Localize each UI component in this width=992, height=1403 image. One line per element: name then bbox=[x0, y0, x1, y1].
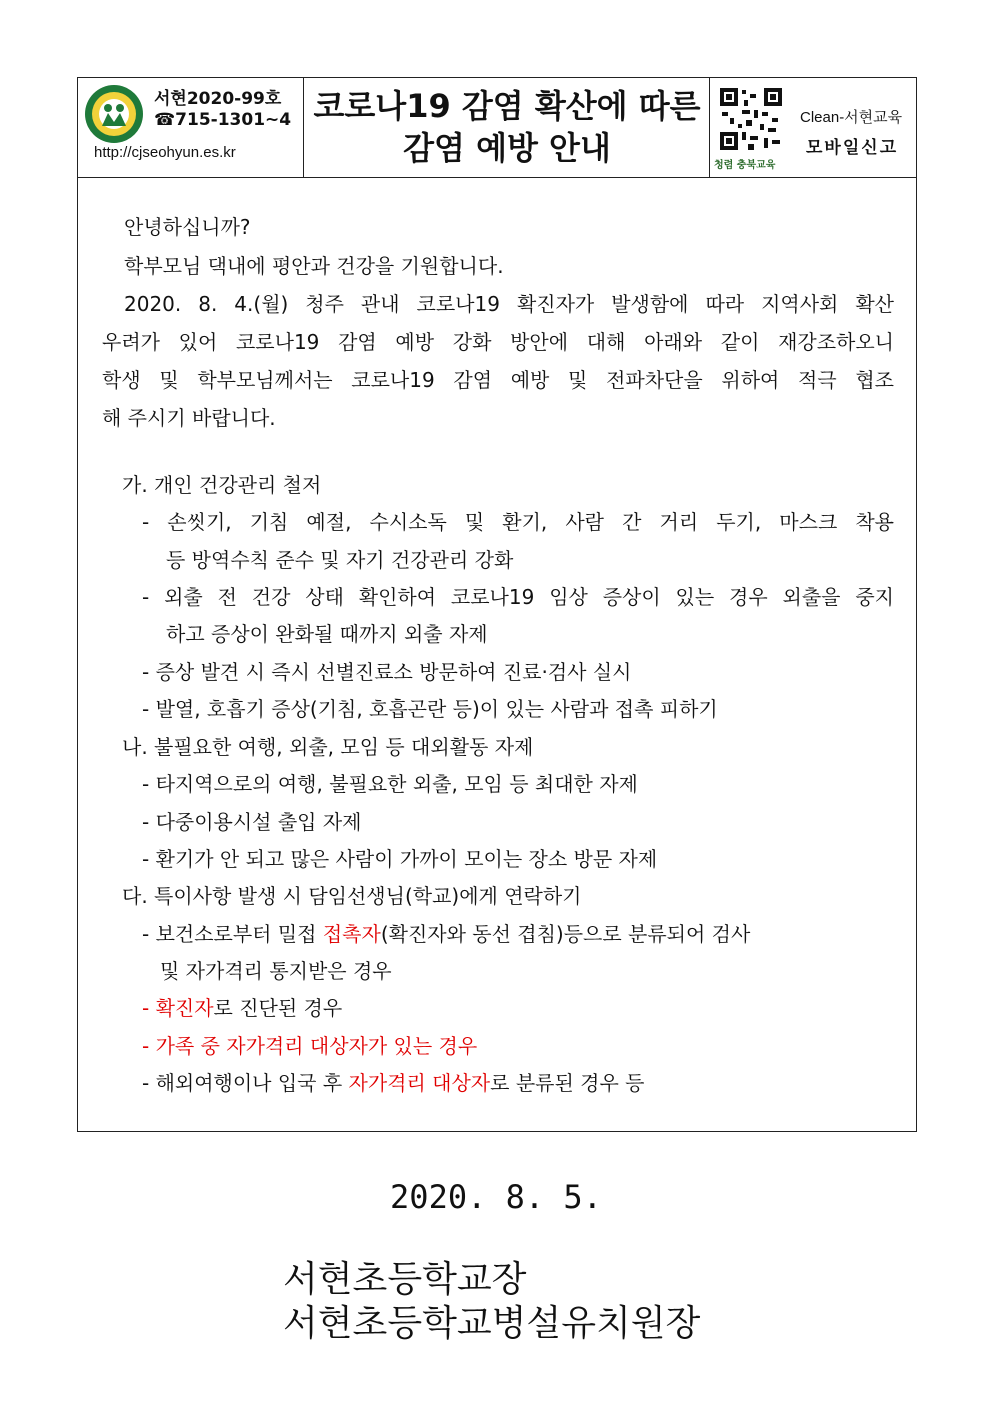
notice-body bbox=[77, 177, 917, 1132]
c1-text-pre: - 보건소로부터 밀접 접촉자(확진자와 동선 겹침)등으로 분류되어 검사 bbox=[142, 922, 751, 946]
signature-principal: 서현초등학교장 bbox=[283, 1259, 527, 1300]
list-item-c1-line2: 및 자가격리 통지받은 경우 bbox=[160, 959, 392, 983]
report-cell bbox=[710, 78, 916, 178]
c1-emphasis: 접촉자 bbox=[322, 922, 381, 946]
list-item-b1: - 타지역으로의 여행, 불필요한 외출, 모임 등 최대한 자제 bbox=[142, 772, 638, 796]
list-item-a2-line1: - 외출 전 건강 상태 확인하여 코로나19 임상 증상이 있는 경우 외출을 중지 bbox=[142, 585, 894, 609]
section-b-heading: 나. 불필요한 여행, 외출, 모임 등 대외활동 자제 bbox=[122, 735, 534, 759]
section-c-heading: 다. 특이사항 발생 시 담임선생님(학교)에게 연락하기 bbox=[122, 884, 582, 908]
clean-label: Clean-서현교육 bbox=[800, 109, 903, 126]
intro-line1: 2020. 8. 4.(월) 청주 관내 코로나19 확진자가 발생함에 따라 지역사회 확산 bbox=[124, 292, 894, 316]
list-item-a3: - 증상 발견 시 즉시 선별진료소 방문하여 진료·검사 실시 bbox=[142, 660, 632, 684]
list-item-c3: - 가족 중 자가격리 대상자가 있는 경우 bbox=[142, 1034, 478, 1058]
greeting-line1: 안녕하십니까? bbox=[124, 215, 251, 239]
c3-emphasis: 가족 중 자가격리 대상자가 있는 경우 bbox=[155, 1034, 478, 1058]
document-number: 서현2020-99호 bbox=[154, 89, 282, 109]
list-item-c4: - 해외여행이나 입국 후 자가격리 대상자로 분류된 경우 등 bbox=[142, 1071, 645, 1095]
list-item-c1-line1 bbox=[142, 921, 894, 947]
signature-kindergarten-director: 서현초등학교병설유치원장 bbox=[283, 1303, 701, 1344]
document-date: 2020. 8. 5. bbox=[390, 1178, 602, 1216]
title-cell bbox=[304, 78, 710, 178]
intro-line3: 학생 및 학부모님께서는 코로나19 감염 예방 및 전파차단을 위하여 적극 협조 bbox=[102, 368, 894, 392]
phone-number: ☎715-1301~4 bbox=[154, 110, 292, 130]
list-item-a1-line2: 등 방역수칙 준수 및 자기 건강관리 강화 bbox=[166, 548, 514, 572]
document-header bbox=[77, 77, 917, 178]
list-item-a2-line2: 하고 증상이 완화될 때까지 외출 자제 bbox=[166, 622, 488, 646]
c2-emphasis: 확진자 bbox=[155, 996, 214, 1020]
school-emblem-icon bbox=[84, 84, 144, 144]
page-title-line1: 코로나19 감염 확산에 따른 bbox=[313, 87, 701, 125]
section-a-heading: 가. 개인 건강관리 철저 bbox=[122, 473, 322, 497]
mobile-report-label[interactable]: 모바일신고 bbox=[806, 138, 899, 158]
page-title-line2: 감염 예방 안내 bbox=[403, 129, 611, 167]
qr-code-icon[interactable] bbox=[718, 86, 784, 152]
greeting-line2: 학부모님 댁내에 평안과 건강을 기원합니다. bbox=[124, 254, 504, 278]
c4-emphasis: 자가격리 대상자 bbox=[348, 1071, 491, 1095]
list-item-b3: - 환기가 안 되고 많은 사람이 가까이 모이는 장소 방문 자제 bbox=[142, 847, 658, 871]
list-item-a1-line1: - 손씻기, 기침 예절, 수시소독 및 환기, 사람 간 거리 두기, 마스크 착용 bbox=[142, 510, 894, 534]
intro-line4: 해 주시기 바랍니다. bbox=[102, 406, 276, 430]
list-item-b2: - 다중이용시설 출입 자제 bbox=[142, 810, 362, 834]
qr-caption: 청렴 충북교육 bbox=[714, 160, 776, 171]
school-info-cell bbox=[78, 78, 304, 178]
list-item-a4: - 발열, 호흡기 증상(기침, 호흡곤란 등)이 있는 사람과 접촉 피하기 bbox=[142, 697, 718, 721]
list-item-c2: - 확진자로 진단된 경우 bbox=[142, 996, 343, 1020]
school-url[interactable]: http://cjseohyun.es.kr bbox=[94, 144, 236, 161]
intro-line2: 우려가 있어 코로나19 감염 예방 강화 방안에 대해 아래와 같이 재강조하오니 bbox=[102, 330, 894, 354]
